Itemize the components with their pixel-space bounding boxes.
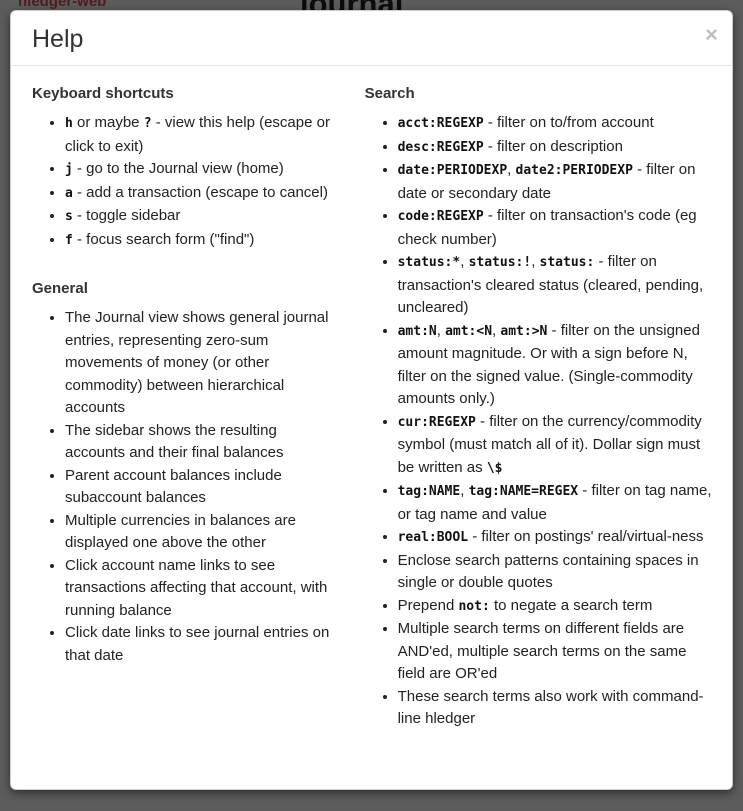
section-search	[365, 85, 712, 731]
general-list	[32, 307, 336, 667]
code-term: a	[65, 185, 73, 201]
list-item: • real:BOOL - filter on postings' real/virtual-ness	[398, 526, 712, 550]
help-modal	[10, 10, 733, 790]
code-term: real:BOOL	[397, 530, 469, 545]
code-term: tag:NAME	[397, 484, 461, 499]
modal-header	[11, 11, 732, 66]
keyboard-shortcuts-list	[32, 112, 336, 252]
list-item: • tag:NAME, tag:NAME=REGEX - filter on tag name, or tag name and value	[398, 480, 712, 526]
section-heading-search: Search	[364, 85, 415, 102]
list-item: • h or maybe ? - view this help (escape or click to exit)	[65, 112, 336, 158]
section-keyboard-shortcuts	[32, 85, 336, 252]
list-item: • Parent account balances include subaccount balances	[65, 465, 336, 510]
list-item: • Enclose search patterns containing spaces in single or double quotes	[398, 550, 712, 595]
list-item: • acct:REGEXP - filter on to/from account	[398, 112, 712, 136]
list-item: • desc:REGEXP - filter on description	[398, 136, 712, 160]
search-list	[365, 112, 712, 731]
list-item: • status:*, status:!, status: - filter on transaction's cleared status (cleared, pending, uncleared)	[398, 251, 712, 320]
list-item: • f - focus search form ("find")	[65, 229, 336, 253]
code-term: status:	[539, 255, 595, 270]
list-item: • j - go to the Journal view (home)	[65, 158, 336, 182]
list-item: • Multiple search terms on different fields are AND'ed, multiple search terms on the same field are OR'ed	[398, 618, 712, 686]
code-term: j	[65, 162, 73, 177]
code-term: not:	[458, 598, 490, 614]
code-term: ?	[143, 116, 152, 131]
code-term: code:REGEXP	[397, 209, 484, 224]
list-item: • Click date links to see journal entries on that date	[65, 622, 336, 667]
list-item: • Multiple currencies in balances are displayed one above the other	[65, 510, 336, 555]
list-item: • date:PERIODEXP, date2:PERIODEXP - filter on date or secondary date	[398, 159, 712, 205]
code-term: \$	[486, 460, 503, 476]
code-term: h	[65, 116, 73, 131]
list-item: • cur:REGEXP - filter on the currency/commodity symbol (must match all of it). Dollar sign must be written as \$	[398, 411, 712, 481]
code-term: cur:REGEXP	[397, 414, 476, 430]
list-item: • The Journal view shows general journal entries, representing zero-sum movements of money (or other commodity) between hierarchical accounts	[65, 307, 336, 420]
code-term: amt:<N	[445, 323, 493, 339]
code-term: desc:REGEXP	[397, 139, 484, 155]
modal-title: Help	[32, 25, 84, 53]
code-term: date2:PERIODEXP	[515, 163, 633, 178]
list-item: • s - toggle sidebar	[65, 205, 336, 229]
list-item: • These search terms also work with command-line hledger	[398, 686, 712, 731]
left-column	[32, 85, 352, 779]
close-button[interactable]: ×	[705, 22, 718, 47]
right-column	[352, 85, 712, 779]
code-term: acct:REGEXP	[397, 116, 484, 131]
code-term: s	[65, 209, 73, 224]
list-item: • Click account name links to see transactions affecting that account, with running balance	[65, 555, 336, 623]
section-heading-general: General	[32, 280, 88, 297]
code-term: date:PERIODEXP	[397, 163, 508, 178]
list-item: • Prepend not: to negate a search term	[398, 595, 712, 619]
code-term: amt:>N	[500, 323, 548, 339]
code-term: status:*	[397, 255, 461, 270]
list-item: • a - add a transaction (escape to cancel)	[65, 182, 336, 206]
code-term: tag:NAME=REGEX	[468, 484, 579, 499]
list-item: • amt:N, amt:<N, amt:>N - filter on the unsigned amount magnitude. Or with a sign before N, filter on the signed value. (Single-commodity amounts only.)	[398, 320, 712, 411]
code-term: status:!	[468, 255, 532, 270]
code-term: amt:N	[397, 323, 437, 339]
list-item: • The sidebar shows the resulting accounts and their final balances	[65, 420, 336, 465]
section-heading-keyboard-shortcuts: Keyboard shortcuts	[32, 85, 174, 102]
code-term: f	[65, 232, 73, 248]
modal-body	[11, 66, 732, 789]
list-item: • code:REGEXP - filter on transaction's code (eg check number)	[398, 205, 712, 251]
section-general	[32, 280, 336, 667]
